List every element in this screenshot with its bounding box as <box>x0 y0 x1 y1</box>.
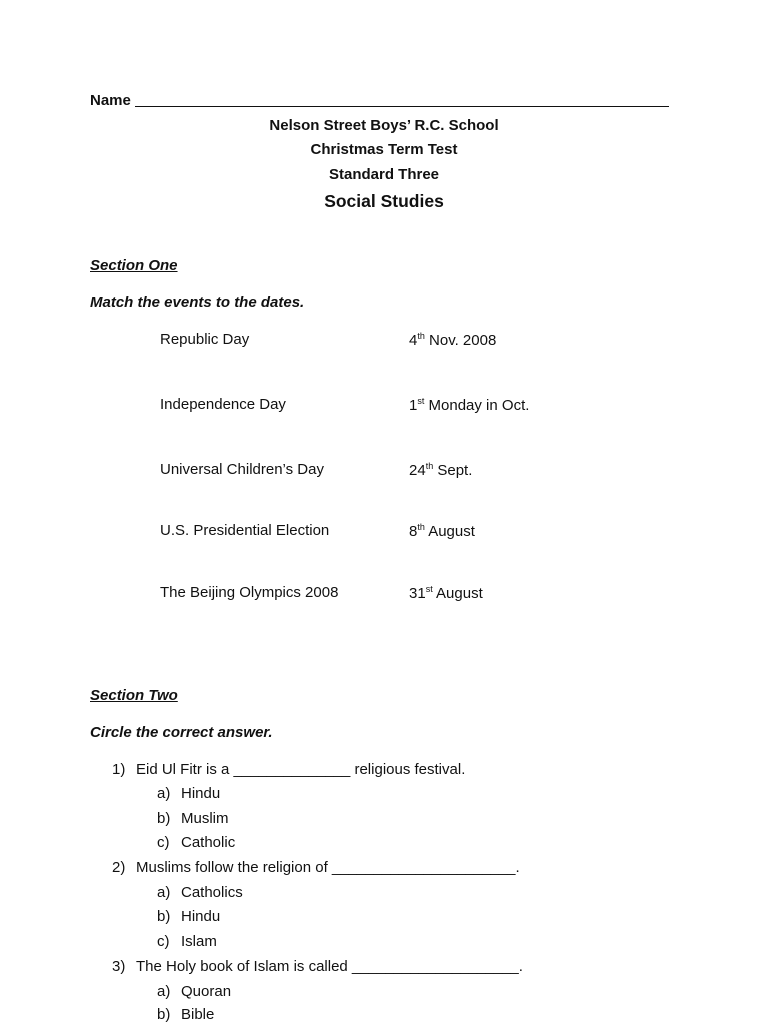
event-item: Universal Children’s Day <box>160 461 324 478</box>
option-letter: b) <box>157 908 171 925</box>
option-letter: c) <box>157 834 170 851</box>
option-letter: a) <box>157 983 171 1000</box>
date-item: 24th Sept. <box>409 461 473 479</box>
event-item: U.S. Presidential Election <box>160 522 330 539</box>
school-name: Nelson Street Boys’ R.C. School <box>269 117 499 134</box>
option-letter: a) <box>157 785 171 802</box>
date-item: 1st Monday in Oct. <box>409 396 530 414</box>
option-letter: b) <box>157 1006 171 1023</box>
section-two-heading: Section Two <box>90 687 178 704</box>
name-label: Name <box>90 92 131 109</box>
question-text: Muslims follow the religion of ______________________. <box>136 859 520 876</box>
question-number: 2) <box>112 859 126 876</box>
option-text: Catholics <box>181 884 243 901</box>
question-text: Eid Ul Fitr is a ______________ religious festival. <box>136 761 466 778</box>
date-item: 8th August <box>409 522 475 540</box>
question-number: 1) <box>112 761 126 778</box>
question-text: The Holy book of Islam is called ____________________. <box>136 958 523 975</box>
name-field[interactable] <box>90 92 669 109</box>
event-item: Independence Day <box>160 396 286 413</box>
section-one-instruction: Match the events to the dates. <box>90 294 305 311</box>
option-text: Quoran <box>181 983 232 1000</box>
option-text: Bible <box>181 1006 215 1023</box>
test-title: Christmas Term Test <box>310 141 458 158</box>
section-two-instruction: Circle the correct answer. <box>90 724 273 741</box>
option-text: Islam <box>181 933 217 950</box>
event-item: Republic Day <box>160 331 250 348</box>
question-number: 3) <box>112 958 126 975</box>
option-letter: a) <box>157 884 171 901</box>
subject-title: Social Studies <box>324 191 444 211</box>
option-text: Catholic <box>181 834 236 851</box>
section-one-heading: Section One <box>90 257 178 274</box>
option-text: Muslim <box>181 810 229 827</box>
standard-label: Standard Three <box>328 166 440 183</box>
option-letter: b) <box>157 810 171 827</box>
option-text: Hindu <box>181 785 221 802</box>
date-item: 4th Nov. 2008 <box>409 331 497 349</box>
option-text: Hindu <box>181 908 221 925</box>
date-item: 31st August <box>409 584 483 602</box>
option-letter: c) <box>157 933 170 950</box>
event-item: The Beijing Olympics 2008 <box>160 584 339 601</box>
name-blank-line[interactable] <box>135 106 669 107</box>
